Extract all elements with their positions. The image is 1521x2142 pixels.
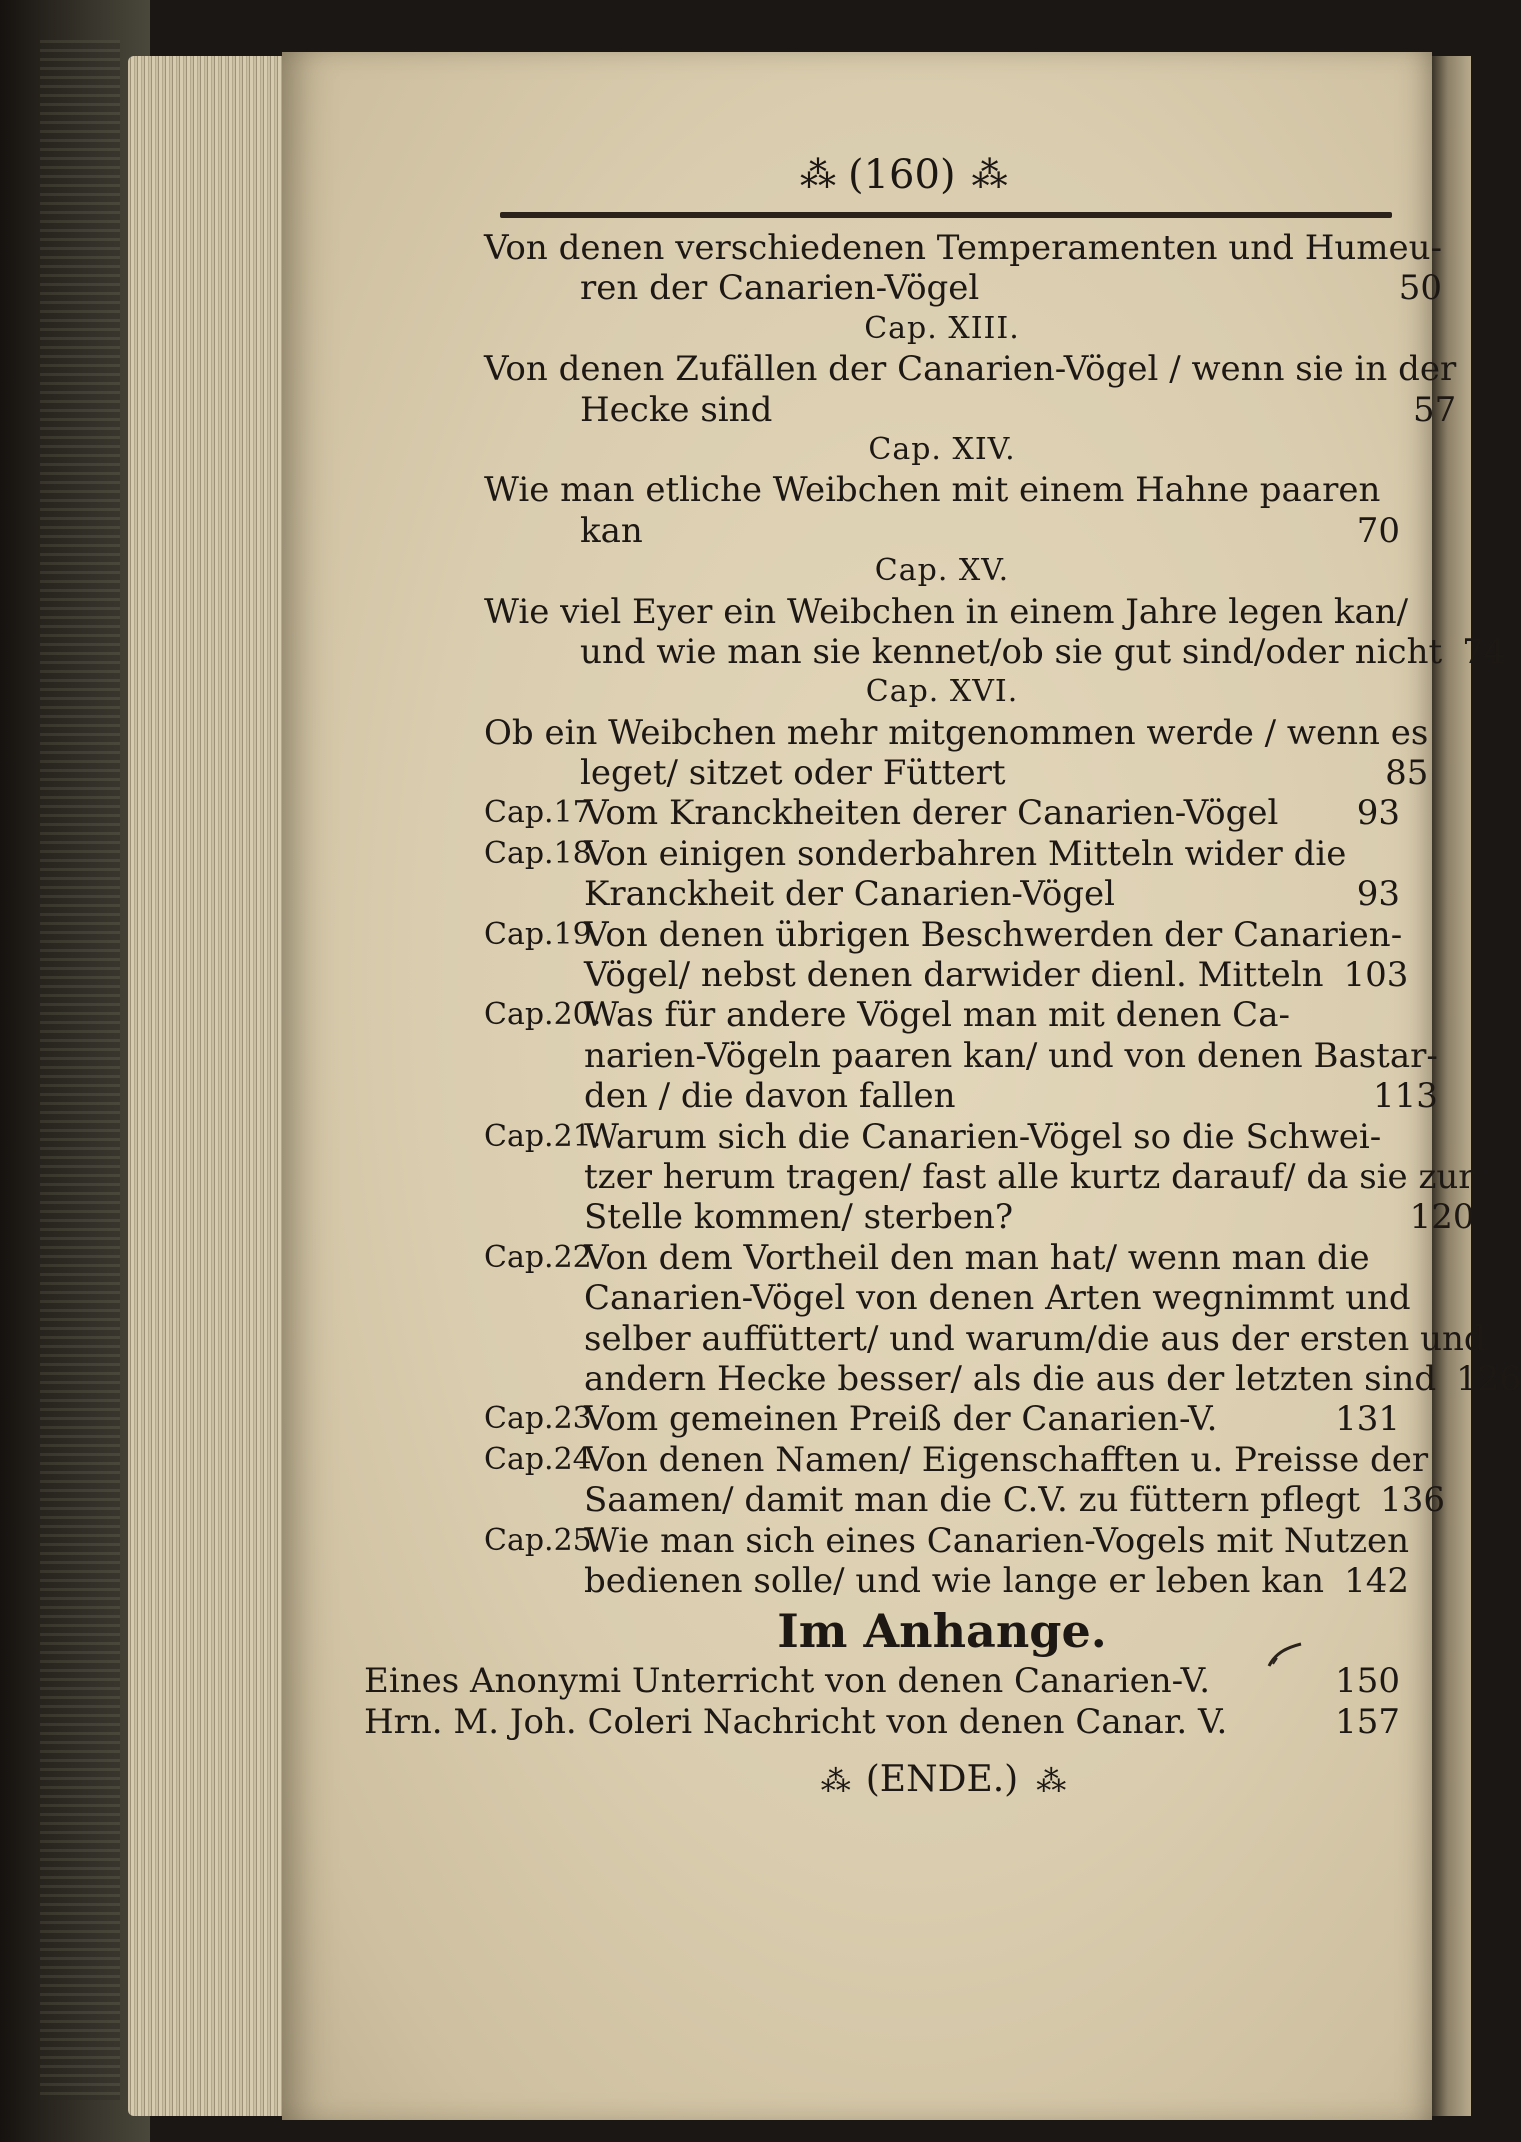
page-ref: 50	[1398, 268, 1443, 309]
entry-line	[484, 713, 1428, 753]
entry-line	[584, 874, 1400, 914]
entry-text: Wie man etliche Weibchen mit einem Hahne paaren	[484, 470, 1381, 511]
entry-line	[584, 1480, 1445, 1520]
entry-text: Von denen verschiedenen Temperamenten und Humeu-	[484, 228, 1443, 268]
entry-text: Saamen/ damit man die C.V. zu füttern pflegt	[584, 1480, 1361, 1521]
entry-line	[484, 632, 1505, 672]
entry-line	[584, 1117, 1475, 1157]
entry-text: Was für andere Vögel man mit denen Ca-	[584, 995, 1290, 1036]
entry-line	[584, 1076, 1438, 1116]
entry-text: Von einigen sonderbahren Mitteln wider die	[584, 833, 1347, 874]
toc-entry	[484, 1520, 1410, 1602]
header-ornament-right: ⁂	[971, 154, 1004, 196]
entry-text: leget/ sitzet oder Füttert	[580, 753, 1006, 794]
entry-text: Von denen Namen/ Eigenschafften u. Preisse der	[584, 1439, 1429, 1480]
appendix-text: Hrn. M. Joh. Coleri Nachricht von denen Canar. V.	[364, 1701, 1228, 1742]
toc-entry	[484, 470, 1400, 551]
entry-text: Kranckheit der Canarien-Vögel	[584, 874, 1116, 915]
entry-line	[584, 1238, 1521, 1278]
entry-line	[584, 915, 1408, 955]
page-ref: 150	[1335, 1661, 1400, 1702]
end-mark	[484, 1748, 1400, 1812]
entry-lines	[484, 228, 1442, 309]
entry-lines	[484, 713, 1428, 794]
page-ref: 93	[1356, 874, 1400, 915]
table-of-contents	[364, 228, 1521, 1812]
end-ornament-left: ⁂	[820, 1764, 848, 1800]
chapter-label: Cap.24.	[484, 1441, 602, 1477]
toc-entry	[484, 1399, 1400, 1439]
header-rule	[500, 212, 1392, 218]
toc-entry	[484, 995, 1438, 1117]
entry-line	[584, 1278, 1521, 1318]
entry-text: Vom Kranckheiten derer Canarien-Vögel	[584, 793, 1279, 834]
entry-line	[484, 390, 1456, 430]
entry-text: den / die davon fallen	[584, 1076, 956, 1117]
toc-entry	[484, 712, 1429, 794]
entry-line	[584, 1319, 1521, 1359]
chapter-label: Cap.25.	[484, 1522, 602, 1558]
entry-line	[484, 753, 1428, 793]
entry-text: Wie viel Eyer ein Weibchen in einem Jahre legen kan/	[484, 591, 1409, 632]
page-ref: 113	[1372, 1076, 1438, 1117]
entry-lines	[584, 1117, 1475, 1238]
appendix-item	[364, 1661, 1400, 1701]
entry-lines	[584, 1521, 1409, 1602]
page-ref: 131	[1335, 1399, 1400, 1440]
entry-line	[484, 268, 1442, 308]
entry-text: andern Hecke besser/ als die aus der letzten sind	[584, 1358, 1437, 1399]
entry-lines	[484, 349, 1456, 430]
entry-text: Von denen Zufällen der Canarien-Vögel / wenn sie in der	[484, 349, 1457, 390]
chapter-heading: Cap. XIV.	[868, 431, 1016, 467]
entry-text: und wie man sie kennet/ob sie gut sind/oder nicht	[580, 631, 1443, 672]
toc-entry	[484, 834, 1400, 915]
entry-text: narien-Vögeln paaren kan/ und von denen Bastar-	[584, 1035, 1438, 1076]
page-ref: 103	[1343, 955, 1409, 996]
entry-lines	[584, 834, 1400, 915]
toc-entry	[484, 349, 1457, 430]
entry-text: selber auffüttert/ und warum/die aus der ersten und	[584, 1318, 1486, 1359]
chapter-heading: Cap. XV.	[874, 553, 1010, 589]
appendix-item	[364, 1702, 1400, 1742]
entry-line	[484, 228, 1442, 268]
entry-text: bedienen solle/ und wie lange er leben kan	[584, 1560, 1324, 1601]
entry-text: Von denen übrigen Beschwerden der Canarien-	[584, 914, 1403, 955]
entry-text: Von dem Vortheil den man hat/ wenn man die	[584, 1237, 1370, 1278]
entry-text: Vom gemeinen Preiß der Canarien-V.	[584, 1399, 1218, 1440]
chapter-label: Cap.18.	[484, 835, 602, 871]
entry-lines	[484, 592, 1505, 673]
entry-line	[584, 1036, 1438, 1076]
entry-line	[584, 1521, 1409, 1561]
chapter-label: Cap.17.	[484, 795, 602, 831]
chapter-label: Cap.22.	[484, 1239, 602, 1275]
toc-entry	[484, 228, 1443, 309]
entry-line	[584, 834, 1400, 874]
pen-mark-icon	[1265, 1640, 1305, 1670]
page-ref: 70	[1356, 510, 1400, 551]
entry-lines	[584, 995, 1438, 1116]
entry-line	[584, 1440, 1445, 1480]
chapter-label: Cap.19.	[484, 916, 602, 952]
page-ref: 142	[1344, 1560, 1410, 1601]
chapter-heading: Cap. XVI.	[865, 674, 1019, 710]
page-ref: 136	[1380, 1480, 1445, 1521]
chapter-heading: Cap. XIII.	[864, 310, 1020, 346]
entry-line	[484, 349, 1456, 389]
entry-line	[584, 1157, 1475, 1197]
entry-text: Vögel/ nebst denen darwider dienl. Mitteln	[584, 955, 1324, 996]
end-ornament-right: ⁂	[1036, 1764, 1064, 1800]
toc-entry	[484, 591, 1506, 673]
entry-text: Stelle kommen/ sterben?	[584, 1197, 1014, 1238]
page-ref: 157	[1335, 1701, 1400, 1742]
page-number: (160)	[848, 152, 956, 198]
entry-lines	[584, 1440, 1445, 1521]
entry-lines	[484, 470, 1400, 551]
entry-lines	[584, 793, 1400, 833]
entry-lines	[584, 1399, 1400, 1439]
chapter-label: Cap.21.	[484, 1118, 602, 1154]
entry-line	[484, 470, 1400, 510]
chapter-label: Cap.23.	[484, 1401, 602, 1437]
toc-entry	[484, 914, 1409, 996]
toc-entry	[484, 1439, 1445, 1521]
chapter-label: Cap.20.	[484, 997, 602, 1033]
entry-text: Canarien-Vögel von denen Arten wegnimmt und	[584, 1278, 1411, 1319]
page-ref: 126	[1456, 1358, 1521, 1399]
entry-line	[584, 793, 1400, 833]
end-text: (ENDE.)	[865, 1759, 1019, 1801]
entry-line	[584, 1359, 1521, 1399]
entry-text: ren der Canarien-Vögel	[580, 268, 980, 309]
entry-text: Warum sich die Canarien-Vögel so die Schwei-	[584, 1116, 1382, 1157]
entry-lines	[584, 1238, 1521, 1400]
page-header	[800, 145, 1004, 205]
toc-entry	[484, 793, 1400, 833]
entry-text: Ob ein Weibchen mehr mitgenommen werde / wenn es	[484, 712, 1429, 753]
entry-text: tzer herum tragen/ fast alle kurtz darauf/ da sie zur	[584, 1157, 1475, 1197]
appendix-text: Eines Anonymi Unterricht von denen Canarien-V.	[364, 1661, 1211, 1702]
entry-line	[584, 1561, 1409, 1601]
entry-line	[584, 995, 1438, 1035]
appendix-title: Im Anhange.	[777, 1604, 1107, 1659]
entry-text: kan	[580, 510, 643, 551]
page-ref: 120	[1409, 1197, 1475, 1238]
entry-text: Wie man sich eines Canarien-Vogels mit Nutzen	[584, 1520, 1410, 1561]
entry-lines	[584, 915, 1408, 996]
page-ref: 93	[1356, 793, 1400, 834]
entry-line	[484, 592, 1505, 632]
entry-line	[584, 1197, 1475, 1237]
toc-entry	[484, 1116, 1475, 1238]
entry-text: Hecke sind	[580, 389, 773, 430]
page-ref: 85	[1385, 753, 1429, 794]
page-ref: 57	[1413, 389, 1457, 430]
entry-line	[584, 955, 1408, 995]
entry-line	[584, 1399, 1400, 1439]
entry-line	[484, 511, 1400, 551]
page-ref: 74	[1462, 631, 1506, 672]
page-edges	[128, 56, 288, 2116]
toc-entry	[484, 1237, 1521, 1400]
header-ornament-left: ⁂	[800, 154, 832, 196]
